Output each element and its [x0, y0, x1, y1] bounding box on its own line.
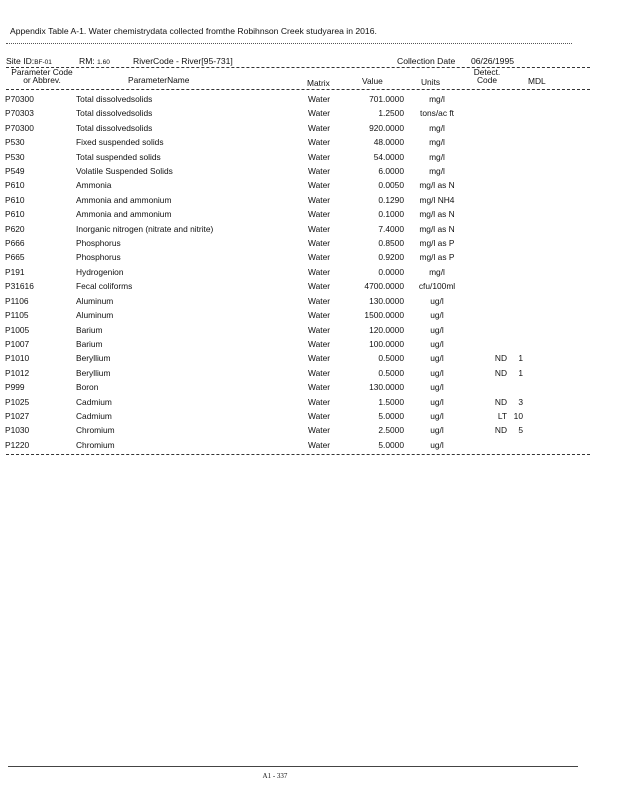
matrix-cell: Water: [308, 410, 331, 421]
parameter-code-cell: P530: [5, 137, 25, 148]
mdl-cell: [507, 250, 523, 264]
header-bottom-rule: [6, 89, 590, 90]
mdl-cell: [507, 337, 523, 351]
table-bottom-rule: [6, 454, 590, 455]
value-cell: 130.0000: [369, 295, 404, 306]
units-cell: ug/l: [430, 338, 444, 349]
detect-code-cell: [470, 150, 507, 164]
mdl-cell: [507, 279, 523, 293]
parameter-name-cell: Fecal coliforms: [76, 281, 133, 292]
matrix-cell: Water: [308, 439, 331, 450]
parameter-name-cell: Fixed suspended solids: [76, 137, 164, 148]
table-row: [5, 150, 523, 164]
parameter-code-cell: P665: [5, 252, 25, 263]
header-parameter-name: ParameterName: [128, 75, 190, 85]
parameter-name-cell: Beryllium: [76, 367, 111, 378]
parameter-code-cell: P999: [5, 382, 25, 393]
units-cell: cfu/100ml: [418, 281, 456, 292]
table-row: [5, 222, 523, 236]
value-cell: 0.1000: [378, 209, 404, 220]
value-cell: 920.0000: [369, 122, 404, 133]
parameter-name-cell: Phosphorus: [76, 252, 121, 263]
value-cell: 54.0000: [373, 151, 404, 162]
matrix-cell: Water: [308, 238, 331, 249]
detect-code-cell: ND: [494, 353, 507, 364]
table-row: [5, 135, 523, 149]
table-row: [5, 164, 523, 178]
table-row: [5, 207, 523, 221]
mdl-cell: [507, 92, 523, 106]
matrix-cell: Water: [308, 281, 331, 292]
footer-rule: [8, 766, 578, 767]
value-cell: 0.8500: [378, 238, 404, 249]
value-cell: 5.0000: [378, 439, 404, 450]
detect-code-cell: [470, 222, 507, 236]
table-row: [5, 236, 523, 250]
parameter-code-cell: P1030: [5, 425, 30, 436]
units-cell: tons/ac ft: [420, 108, 454, 119]
mdl-cell: [507, 380, 523, 394]
value-cell: 0.5000: [378, 353, 404, 364]
mdl-cell: [507, 193, 523, 207]
parameter-name-cell: Barium: [76, 324, 103, 335]
matrix-cell: Water: [308, 223, 331, 234]
units-cell: ug/l: [430, 353, 444, 364]
table-row: [5, 178, 523, 192]
parameter-name-cell: Volatile Suspended Solids: [76, 166, 173, 177]
detect-code-cell: ND: [494, 396, 507, 407]
parameter-name-cell: Barium: [76, 338, 103, 349]
matrix-cell: Water: [308, 151, 331, 162]
parameter-name-cell: Total dissolvedsolids: [76, 122, 153, 133]
value-cell: 0.5000: [378, 367, 404, 378]
parameter-code-cell: P666: [5, 238, 25, 249]
parameter-name-cell: Total dissolvedsolids: [76, 108, 153, 119]
mdl-cell: 10: [513, 410, 523, 421]
detect-code-cell: [470, 337, 507, 351]
matrix-cell: Water: [308, 108, 331, 119]
detect-code-cell: ND: [494, 367, 507, 378]
value-cell: 0.0050: [378, 180, 404, 191]
units-cell: mg/l: [429, 266, 445, 277]
table-row: [5, 92, 523, 106]
table-row: [5, 323, 523, 337]
mdl-cell: [507, 207, 523, 221]
matrix-cell: Water: [308, 324, 331, 335]
table-caption: Appendix Table A-1. Water chemistrydata collected fromthe Robihnson Creek studyarea in 2016.: [10, 26, 377, 36]
matrix-cell: Water: [308, 310, 331, 321]
table-row: [5, 423, 523, 437]
parameter-code-cell: P70300: [5, 122, 34, 133]
mdl-cell: [507, 135, 523, 149]
units-cell: mg/l NH4: [419, 194, 455, 205]
value-cell: 7.4000: [378, 223, 404, 234]
units-cell: mg/l: [429, 94, 445, 104]
parameter-name-cell: Ammonia and ammonium: [76, 209, 172, 220]
matrix-cell: Water: [308, 338, 331, 349]
parameter-name-cell: Ammonia: [76, 180, 112, 191]
table-row: [5, 380, 523, 394]
caption-divider: [6, 43, 572, 44]
river-mile-label: RM:: [79, 56, 95, 66]
matrix-cell: Water: [308, 382, 331, 393]
collection-date-value: 06/26/1995: [471, 56, 515, 66]
parameter-code-cell: P620: [5, 223, 25, 234]
units-cell: mg/l: [429, 122, 445, 133]
detect-code-cell: [470, 279, 507, 293]
table-row: [5, 308, 523, 322]
table-row: [5, 366, 523, 380]
river-mile: [79, 56, 110, 66]
mdl-cell: 1: [518, 353, 523, 364]
matrix-cell: Water: [308, 122, 331, 133]
parameter-name-cell: Aluminum: [76, 310, 114, 321]
parameter-name-cell: Chromium: [76, 425, 115, 436]
mdl-cell: [507, 222, 523, 236]
header-detect-code: Detect. Code: [473, 67, 501, 85]
collection-date-label: Collection Date: [397, 56, 456, 66]
matrix-cell: Water: [308, 137, 331, 148]
parameter-name-cell: Boron: [76, 382, 99, 393]
parameter-name-cell: Cadmium: [76, 396, 112, 407]
parameter-code-cell: P1105: [5, 310, 29, 321]
units-cell: mg/l: [429, 166, 445, 177]
matrix-cell: Water: [308, 209, 331, 220]
table-row: [5, 395, 523, 409]
matrix-cell: Water: [308, 252, 331, 263]
value-cell: 48.0000: [373, 137, 404, 148]
table-row: [5, 106, 523, 120]
matrix-cell: Water: [308, 166, 331, 177]
parameter-name-cell: Phosphorus: [76, 238, 121, 249]
value-cell: 0.9200: [378, 252, 404, 263]
mdl-cell: [507, 236, 523, 250]
units-cell: mg/l: [429, 151, 445, 162]
table-row: [5, 265, 523, 279]
value-cell: 0.1290: [378, 194, 404, 205]
matrix-cell: Water: [308, 266, 331, 277]
detect-code-cell: [470, 106, 507, 120]
value-cell: 1.5000: [378, 396, 404, 407]
water-chemistry-table: [5, 92, 523, 452]
units-cell: mg/l: [429, 137, 445, 148]
header-mdl: MDL: [528, 76, 546, 86]
mdl-cell: 3: [518, 396, 523, 407]
detect-code-cell: [470, 265, 507, 279]
table-row: [5, 409, 523, 423]
parameter-code-cell: P1012: [5, 367, 30, 378]
value-cell: 120.0000: [369, 324, 404, 335]
mdl-cell: [507, 121, 523, 135]
units-cell: ug/l: [430, 295, 444, 306]
mdl-cell: [507, 308, 523, 322]
river-code: RiverCode - River[95-731]: [133, 56, 233, 66]
matrix-cell: Water: [308, 194, 331, 205]
mdl-cell: [507, 178, 523, 192]
table-row: [5, 250, 523, 264]
parameter-name-cell: Aluminum: [76, 295, 114, 306]
matrix-cell: Water: [308, 367, 331, 378]
units-cell: mg/l as N: [419, 209, 455, 220]
site-id-label: Site ID:: [6, 56, 35, 66]
detect-code-cell: [470, 250, 507, 264]
units-cell: ug/l: [430, 410, 444, 421]
parameter-name-cell: Cadmium: [76, 410, 112, 421]
mdl-cell: [507, 150, 523, 164]
mdl-cell: [507, 438, 523, 452]
header-value: Value: [362, 76, 383, 86]
parameter-code-cell: P1220: [5, 439, 30, 450]
parameter-name-cell: Total dissolvedsolids: [76, 94, 153, 104]
header-parameter-code: Parameter Code or Abbrev.: [11, 67, 73, 85]
detect-code-cell: [470, 207, 507, 221]
detect-code-cell: [470, 121, 507, 135]
site-id-value: BF-01: [34, 59, 52, 66]
detect-code-cell: [470, 178, 507, 192]
table-row: [5, 337, 523, 351]
value-cell: 701.0000: [369, 94, 404, 104]
mdl-cell: [507, 265, 523, 279]
parameter-name-cell: Total suspended solids: [76, 151, 161, 162]
detect-code-cell: ND: [494, 425, 507, 436]
units-cell: ug/l: [430, 324, 444, 335]
mdl-cell: 1: [518, 367, 523, 378]
table-row: [5, 351, 523, 365]
parameter-code-cell: P1010: [5, 353, 30, 364]
mdl-cell: [507, 294, 523, 308]
header-units: Units: [421, 77, 441, 87]
parameter-code-cell: P1005: [5, 324, 30, 335]
river-mile-value: 1.60: [97, 59, 110, 66]
header-top-rule: [6, 67, 590, 68]
matrix-cell: Water: [308, 295, 331, 306]
parameter-code-cell: P610: [5, 180, 25, 191]
detect-code-cell: LT: [497, 410, 507, 421]
detect-code-cell: [470, 308, 507, 322]
value-cell: 1.2500: [378, 108, 404, 119]
parameter-name-cell: Chromium: [76, 439, 115, 450]
mdl-cell: [507, 106, 523, 120]
detect-code-cell: [470, 294, 507, 308]
value-cell: 2.5000: [378, 425, 404, 436]
table-row: [5, 279, 523, 293]
units-cell: ug/l: [430, 382, 444, 393]
units-cell: ug/l: [430, 425, 444, 436]
parameter-code-cell: P610: [5, 209, 25, 220]
detect-code-cell: [470, 438, 507, 452]
units-cell: ug/l: [430, 439, 444, 450]
page-number: A1 - 337: [262, 772, 288, 780]
parameter-code-cell: P610: [5, 194, 25, 205]
matrix-cell: Water: [308, 353, 331, 364]
units-cell: ug/l: [430, 396, 444, 407]
matrix-cell: Water: [308, 396, 331, 407]
table-row: [5, 121, 523, 135]
parameter-code-cell: P530: [5, 151, 25, 162]
parameter-name-cell: Hydrogenion: [76, 266, 124, 277]
detect-code-cell: [470, 164, 507, 178]
detect-code-cell: [470, 380, 507, 394]
parameter-name-cell: Ammonia and ammonium: [76, 194, 172, 205]
table-row: [5, 438, 523, 452]
table-row: [5, 294, 523, 308]
detect-code-cell: [470, 92, 507, 106]
units-cell: mg/l as P: [419, 238, 455, 249]
parameter-code-cell: P549: [5, 166, 25, 177]
matrix-cell: Water: [308, 425, 331, 436]
parameter-name-cell: Beryllium: [76, 353, 111, 364]
site-id: [6, 56, 52, 66]
value-cell: 0.0000: [378, 266, 404, 277]
matrix-cell: Water: [308, 180, 331, 191]
value-cell: 4700.0000: [364, 281, 404, 292]
parameter-code-cell: P1025: [5, 396, 30, 407]
units-cell: mg/l as N: [419, 223, 455, 234]
table-row: [5, 193, 523, 207]
value-cell: 1500.0000: [364, 310, 404, 321]
parameter-code-cell: P1106: [5, 295, 29, 306]
mdl-cell: 5: [518, 425, 523, 436]
units-cell: mg/l as N: [419, 180, 455, 191]
units-cell: ug/l: [430, 367, 444, 378]
value-cell: 6.0000: [378, 166, 404, 177]
detect-code-cell: [470, 236, 507, 250]
mdl-cell: [507, 164, 523, 178]
parameter-code-cell: P1007: [5, 338, 30, 349]
parameter-code-cell: P191: [5, 266, 25, 277]
units-cell: mg/l as P: [419, 252, 455, 263]
parameter-name-cell: Inorganic nitrogen (nitrate and nitrite): [76, 223, 214, 234]
value-cell: 5.0000: [378, 410, 404, 421]
detect-code-cell: [470, 135, 507, 149]
parameter-code-cell: P1027: [5, 410, 30, 421]
value-cell: 100.0000: [369, 338, 404, 349]
detect-code-cell: [470, 193, 507, 207]
parameter-code-cell: P31616: [5, 281, 34, 292]
header-matrix: Matrix: [307, 78, 330, 88]
parameter-code-cell: P70300: [5, 94, 34, 104]
parameter-code-cell: P70303: [5, 108, 34, 119]
value-cell: 130.0000: [369, 382, 404, 393]
units-cell: ug/l: [430, 310, 444, 321]
detect-code-cell: [470, 323, 507, 337]
matrix-cell: Water: [308, 94, 331, 104]
mdl-cell: [507, 323, 523, 337]
